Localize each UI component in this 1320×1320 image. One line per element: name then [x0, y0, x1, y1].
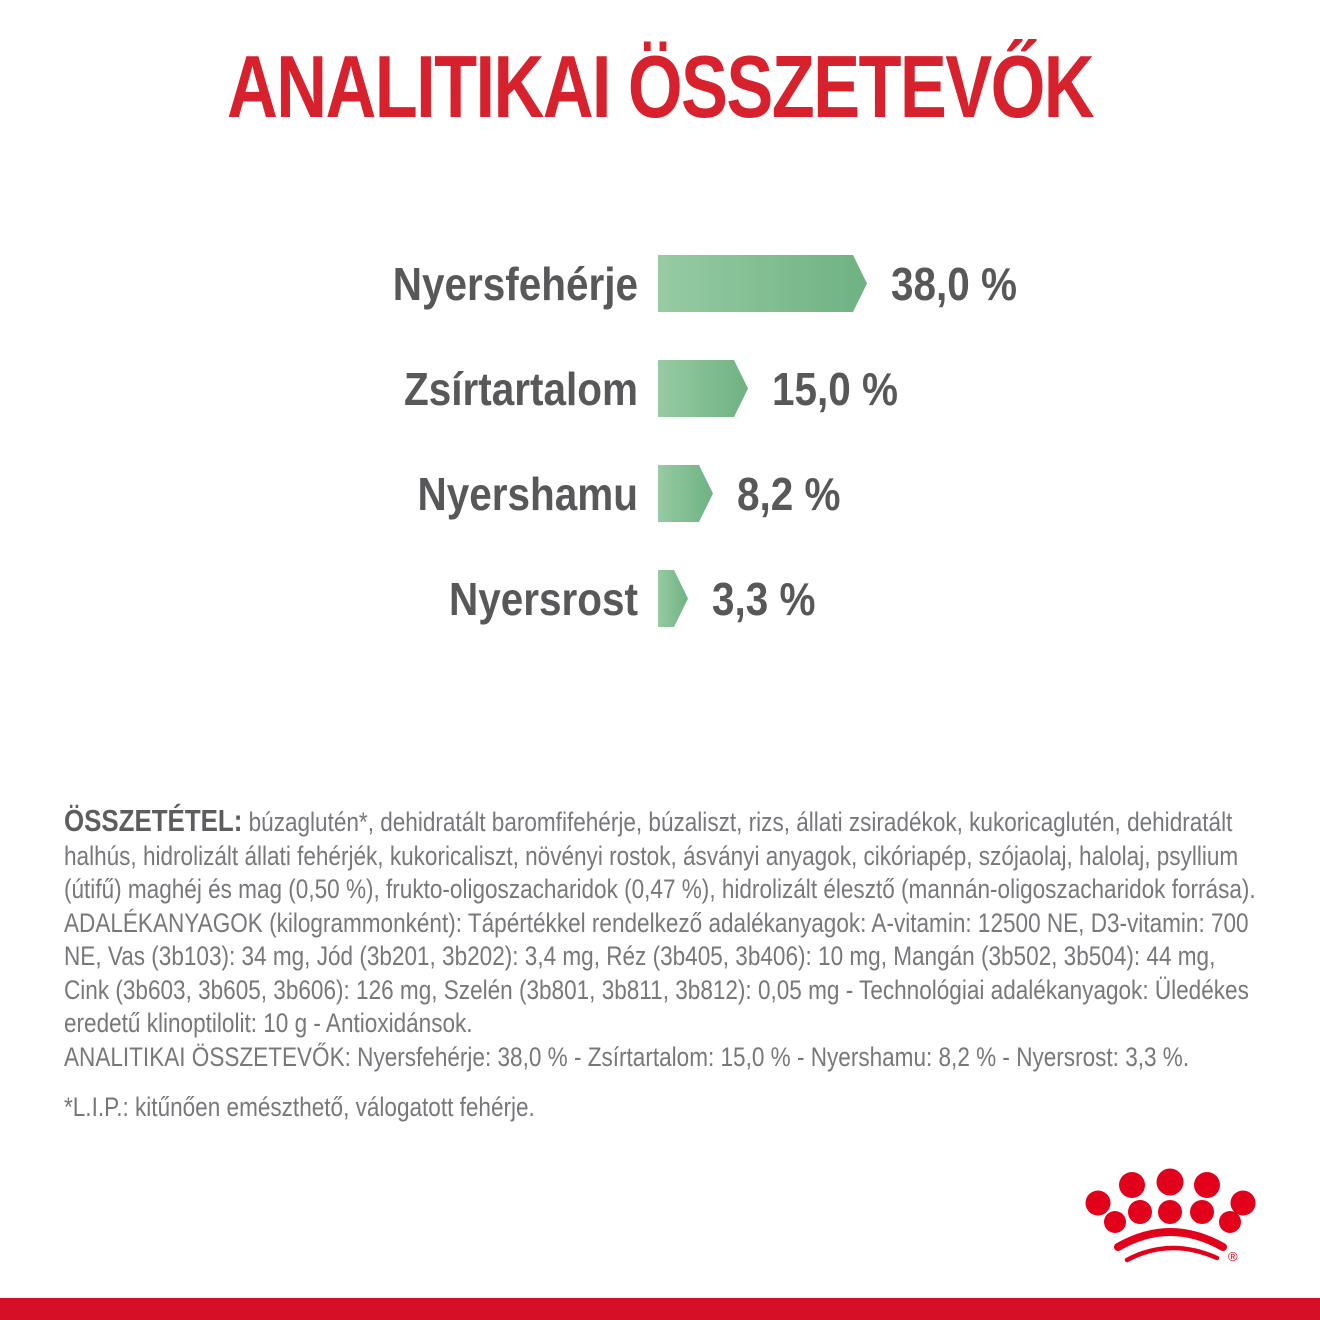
- chart-category-label: Nyersfehérje: [392, 257, 638, 310]
- chart-row: [0, 255, 1320, 312]
- lip-note: *L.I.P.: kitűnően emészthető, válogatott fehérje.: [64, 1092, 535, 1122]
- chart-category-label: Nyershamu: [417, 467, 638, 520]
- royal-canin-crown-icon: [1082, 1164, 1272, 1276]
- chart-value-label: 38,0 %: [891, 257, 1018, 310]
- analytical-constituents-chart: [0, 255, 1320, 675]
- additives-paragraph: ADALÉKANYAGOK (kilogrammonként): Tápértékkel rendelkező adalékanyagok: A-vitamin: 12500 NE, D3-vitamin: 700 NE, Vas (3b103): 34 mg, Jód (3b201, 3b202): 3,4 mg, Réz (3b405, 3b406): 10 mg, Mangán (3b502, 3b504): 44 mg, Cink (3b603, 3b605, 3b606): 126 mg, Szelén (3b801, 3b811, 3b812): 0,05 mg - Technológiai adalékanyagok: Üledékes eredetű klinoptilolit: 10 g - Antioxidánsok.: [64, 907, 1249, 1038]
- bar-2: [658, 465, 713, 522]
- bar-0: [658, 255, 867, 312]
- chart-row: [0, 570, 1320, 627]
- chart-value-label: 3,3 %: [712, 572, 816, 625]
- footer-red-band: [0, 1298, 1320, 1320]
- chart-row: [0, 465, 1320, 522]
- bar-3: [658, 570, 688, 627]
- chart-category-label: Zsírtartalom: [404, 362, 638, 415]
- ingredients-text: búzaglutén*, dehidratált baromfifehérje, búzaliszt, rizs, állati zsiradékok, kukoricaglutén, dehidratált halhús, hidrolizált állati fehérjék, kukoricaliszt, növényi rostok, ásványi anyagok, cikóriapép, szójaolaj, halolaj, psyllium (útifű) maghéj és mag (0,50 %), frukto-oligoszacharidok (0,47 %), hidrolizált élesztő (mannán-oligoszacharidok forrása).: [64, 807, 1256, 904]
- ingredients-paragraph: [64, 804, 1256, 907]
- ingredients-heading: ÖSSZETÉTEL:: [64, 803, 243, 838]
- chart-row: [0, 360, 1320, 417]
- legal-text-block: [64, 804, 1256, 1125]
- analytical-paragraph: ANALITIKAI ÖSSZETEVŐK: Nyersfehérje: 38,0 % - Zsírtartalom: 15,0 % - Nyershamu: 8,2 % - Nyersrost: 3,3 %.: [64, 1041, 1190, 1072]
- chart-category-label: Nyersrost: [448, 572, 638, 625]
- registered-trademark-icon: ®: [1228, 1249, 1238, 1264]
- bar-1: [658, 360, 748, 417]
- page-title: ANALITIKAI ÖSSZETEVŐK: [227, 37, 1093, 136]
- chart-value-label: 15,0 %: [772, 362, 899, 415]
- chart-value-label: 8,2 %: [737, 467, 841, 520]
